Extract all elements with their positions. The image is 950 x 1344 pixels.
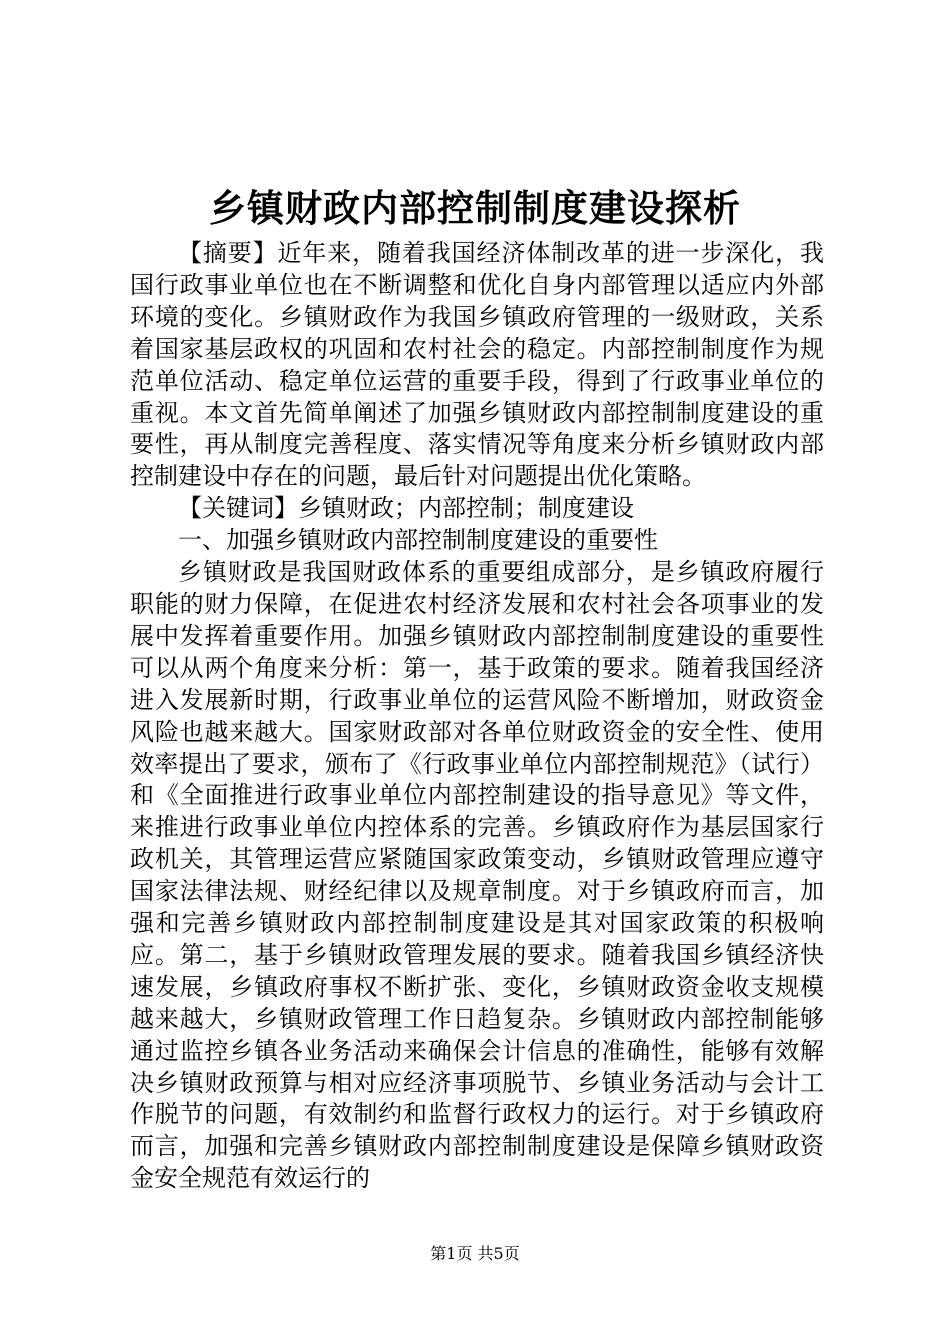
section-heading-1: 一、加强乡镇财政内部控制制度建设的重要性 <box>178 526 658 555</box>
document-body <box>130 238 824 1195</box>
body-paragraph-1: 乡镇财政是我国财政体系的重要组成部分，是乡镇政府履行职能的财力保障，在促进农村经济发展和农村社会各项事业的发展中发挥着重要作用。加强乡镇财政内部控制制度建设的重要性可以从两个角度来分析：第一，基于政策的要求。随着我国经济进入发展新时期，行政事业单位的运营风险不断增加，财政资金风险也越来越大。国家财政部对各单位财政资金的安全性、使用效率提出了要求，颁布了《行政事业单位内部控制规范》（试行）和《全面推进行政事业单位内部控制建设的指导意见》等文件，来推进行政事业单位内控体系的完善。乡镇政府作为基层国家行政机关，其管理运营应紧随国家政策变动，乡镇财政管理应遵守国家法律法规、财经纪律以及规章制度。对于乡镇政府而言，加强和完善乡镇财政内部控制制度建设是其对国家政策的积极响应。第二，基于乡镇财政管理发展的要求。随着我国乡镇经济快速发展，乡镇政府事权不断扩张、变化，乡镇财政资金收支规模越来越大，乡镇财政管理工作日趋复杂。乡镇财政内部控制能够通过监控乡镇各业务活动来确保会计信息的准确性，能够有效解决乡镇财政预算与相对应经济事项脱节、乡镇业务活动与会计工作脱节的问题，有效制约和监督行政权力的运行。对于乡镇政府而言，加强和完善乡镇财政内部控制制度建设是保障乡镇财政资金安全规范有效运行的 <box>130 558 824 1193</box>
abstract-paragraph: 【摘要】近年来，随着我国经济体制改革的进一步深化，我国行政事业单位也在不断调整和优化自身内部管理以适应内外部环境的变化。乡镇财政作为我国乡镇政府管理的一级财政，关系着国家基层政权的巩固和农村社会的稳定。内部控制制度作为规范单位活动、稳定单位运营的重要手段，得到了行政事业单位的重视。本文首先简单阐述了加强乡镇财政内部控制制度建设的重要性，再从制度完善程度、落实情况等角度来分析乡镇财政内部控制建设中存在的问题，最后针对问题提出优化策略。 <box>130 239 824 491</box>
page-footer: 第1页 共5页 <box>430 1244 520 1263</box>
document-title: 乡镇财政内部控制制度建设探析 <box>209 186 741 230</box>
keywords-paragraph: 【关键词】乡镇财政；内部控制；制度建设 <box>178 494 634 523</box>
